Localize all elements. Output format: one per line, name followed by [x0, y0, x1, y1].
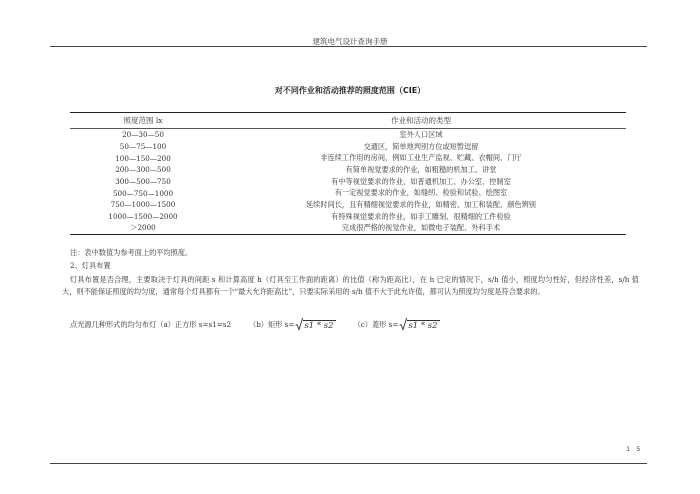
table-row — [70, 164, 626, 176]
table-row — [70, 187, 626, 199]
activity-type-cell: 有中等视觉要求的作业，如普通机加工、办公室、控制室 — [331, 176, 511, 186]
illuminance-table — [70, 112, 626, 235]
page-header-title: 建筑电气设计查询手册 — [312, 37, 388, 46]
column-header-illuminance: 照度范围 lx — [123, 116, 163, 125]
table-row — [70, 141, 626, 153]
table-row — [70, 129, 626, 141]
table-note: 注：表中数值为参考面上的平均照度。 — [70, 248, 193, 257]
table-caption: 对不同作业和活动推荐的照度范围（CIE） — [274, 86, 426, 95]
illuminance-range-cell: 50—75—100 — [119, 142, 167, 152]
illuminance-range-cell: 300—500—750 — [115, 177, 171, 187]
illuminance-range-cell: 750—1000—1500 — [110, 200, 176, 210]
activity-type-cell: 有简单视觉要求的作业，如粗糙的机加工、讲堂 — [345, 164, 497, 174]
activity-type-cell: 非连续工作用的房间，例如工业生产监视、贮藏、衣帽间、门厅 — [320, 153, 522, 163]
illuminance-range-cell: 200—300—500 — [115, 165, 171, 175]
formula-line — [70, 318, 440, 331]
page-number: 1 5 — [626, 445, 643, 453]
section-heading: 2、灯具布置 — [70, 261, 111, 270]
radical-sign-icon — [399, 318, 407, 331]
lamp-layout-paragraph: 灯具布置是否合理，主要取决于灯具的间距 s 和计算高度 h（灯具至工作面的距离）的比值（称为距高比），在 h 已定的情况下，s/h 值小，照度均匀性好，但经济性差，s/h 值大，则不能保证照度的均匀度，通常每个灯具都有一个“最大允许距高比”，只要实际采用的 s/h 值不大于此允许值，都可认为照度均匀度是符合要求的。 — [62, 275, 639, 297]
illuminance-range-cell: ＞2000 — [130, 223, 156, 233]
square-root-formula — [295, 318, 335, 331]
formula-rhombus-label: （c）菱形 s= — [353, 319, 399, 329]
table-header-row — [70, 113, 626, 129]
activity-type-cell: 有特殊视觉要求的作业，如手工雕刻、很精细的工件检验 — [331, 211, 511, 221]
column-header-activity-type: 作业和活动的类型 — [391, 116, 451, 125]
formula-radicand: s1 * s2 — [408, 321, 438, 331]
activity-type-cell: 交通区，简单地判别方位或短暂逗留 — [363, 141, 479, 151]
formula-radicand: s1 * s2 — [304, 321, 334, 331]
table-row — [70, 176, 626, 188]
table-row — [70, 223, 626, 235]
radical-sign-icon — [295, 318, 303, 331]
square-root-formula — [399, 318, 439, 331]
formula-intro-text: 点光源几种形式的均匀布灯（a）正方形 s=s1=s2 — [70, 319, 232, 329]
table-row — [70, 199, 626, 211]
activity-type-cell: 有一定视觉要求的作业，如缝纫、检验和试验、绘图室 — [334, 188, 508, 198]
illuminance-range-cell: 20—30—50 — [122, 130, 164, 140]
table-row — [70, 211, 626, 223]
activity-type-cell: 室外人口区域 — [399, 129, 443, 139]
table-row — [70, 152, 626, 164]
activity-type-cell: 完成很严格的视觉作业，如微电子装配、外科手术 — [341, 223, 501, 233]
illuminance-range-cell: 500—750—1000 — [112, 188, 174, 198]
header-divider — [50, 46, 647, 47]
formula-rectangle-label: （b）矩形 s= — [249, 319, 295, 329]
activity-type-cell: 延续时间长，且有精细视觉要求的作业，如精密、加工和装配、颜色辨别 — [305, 199, 536, 209]
footer-divider — [50, 463, 647, 464]
illuminance-range-cell: 1000—1500—2000 — [108, 212, 178, 222]
illuminance-range-cell: 100—150—200 — [115, 153, 171, 163]
